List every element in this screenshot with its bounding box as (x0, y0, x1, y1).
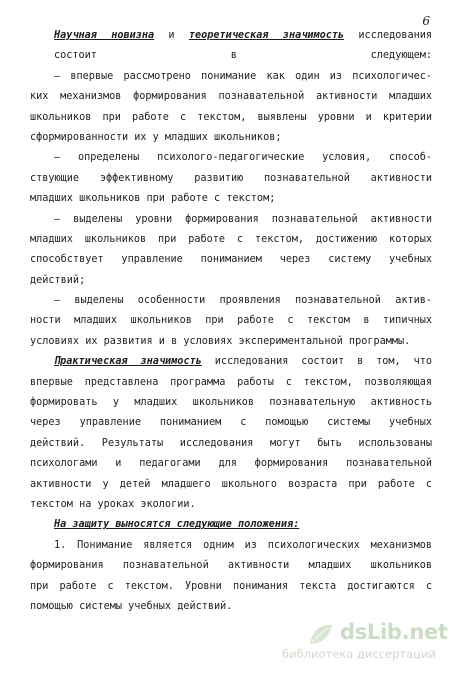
line-text: помощью системы учебных действий. (30, 600, 233, 612)
text-line (30, 495, 432, 515)
text-line (30, 393, 432, 413)
text-line (30, 597, 432, 617)
text-line (30, 515, 432, 535)
line-text: текстом на уроках экологии. (30, 498, 196, 510)
emphasis-practical: Практическая значимость (54, 356, 202, 368)
line-text: сформированности их у младших школьников; (30, 131, 282, 143)
text-line (30, 108, 432, 128)
text-line (30, 352, 432, 372)
line-text: действий. Результаты исследования могут быть использованы (30, 437, 432, 449)
body-text (30, 26, 432, 617)
text-line (30, 128, 432, 148)
line-text: условиях их развития и в условиях экспериментальной программы. (30, 335, 411, 347)
watermark-logo: dsLib.net (340, 620, 448, 644)
text-line (30, 577, 432, 597)
watermark-subtitle: библиотека диссертаций (282, 647, 436, 661)
text-line (30, 434, 432, 454)
line-text: впервые представлена программа работы с текстом, позволяющая (30, 376, 432, 388)
line-text: ких механизмов формирования познавательной активности младших (30, 91, 432, 103)
text-line (30, 46, 432, 66)
text-line (30, 454, 432, 474)
text-line (30, 556, 432, 576)
line-text: — определены психолого-педагогические условия, способ- (54, 152, 432, 164)
line-text: младших школьников при работе с текстом; (30, 193, 276, 205)
page-number: 6 (422, 14, 430, 28)
text-line (30, 210, 432, 230)
text-line (30, 189, 432, 209)
leaf-icon (306, 622, 334, 648)
text-line (30, 311, 432, 331)
line-text: психологами и педагогами для формирования познавательной (30, 458, 432, 470)
line-text: формирования познавательной активности младших школьников (30, 560, 432, 572)
text-line (30, 291, 432, 311)
section-heading: На защиту выносятся следующие положения: (54, 519, 300, 531)
line-text: активности у детей младшего школьного возраста при работе с (30, 478, 432, 490)
line-text: школьников при работе с текстом, выявлены уровни и критерии (30, 111, 432, 123)
line-text: способствует управление пониманием через систему учебных (30, 254, 432, 266)
line-text: действий; (30, 274, 86, 286)
watermark (282, 620, 448, 666)
text-line (30, 148, 432, 168)
line-text: исследования (344, 30, 433, 41)
text-line (30, 169, 432, 189)
line-text: — выделены особенности проявления познавательной актив- (54, 295, 432, 307)
text-line (30, 271, 432, 291)
line-text: через управление пониманием с помощью системы учебных (30, 417, 432, 429)
emphasis-theoretical: теоретическая значимость (188, 30, 345, 41)
line-text: и (154, 30, 189, 41)
text-line (30, 373, 432, 393)
line-text: младших школьников при работе с текстом, достижению которых (30, 233, 432, 245)
text-line (30, 413, 432, 433)
line-text: ности младших школьников при работе с текстом в типичных (30, 315, 432, 327)
line-text: ствующие эффективному развитию познавательной активности (30, 172, 432, 184)
line-text: — впервые рассмотрено понимание как один из психологичес- (54, 70, 432, 82)
line-text: состоит в следующем: (54, 50, 432, 62)
text-line (30, 230, 432, 250)
line-text: формировать у младших школьников познавательную активность (30, 397, 432, 409)
text-line (30, 536, 432, 556)
line-text: 1. Понимание является одним из психологических механизмов (54, 539, 432, 551)
text-line (30, 332, 432, 352)
line-text: при работе с текстом. Уровни понимания текста достигаются с (30, 580, 432, 592)
text-line (30, 250, 432, 270)
line-text: — выделены уровни формирования познавательной активности (54, 213, 432, 225)
text-line (30, 67, 432, 87)
text-line (30, 87, 432, 107)
emphasis-novelty: Научная новизна (54, 30, 155, 41)
line-text: исследования состоит в том, что (201, 356, 432, 368)
text-line (30, 26, 432, 46)
text-line (30, 475, 432, 495)
